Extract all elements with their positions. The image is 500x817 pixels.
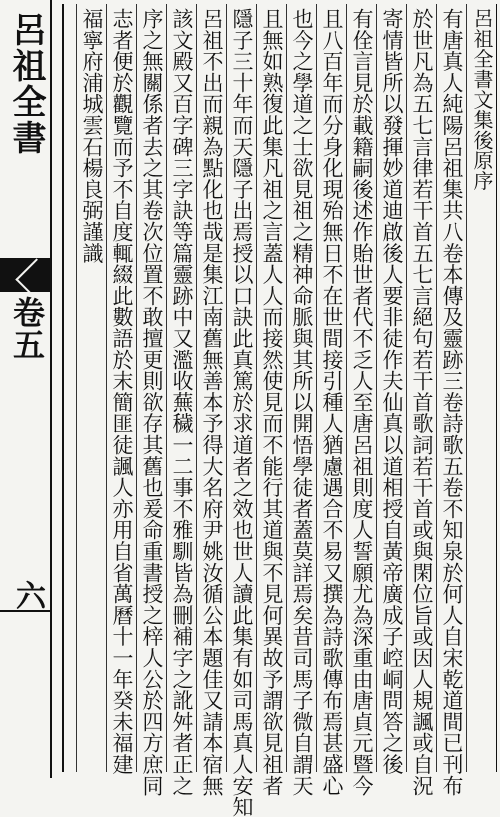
column-text: 隱子三十年而天隱子出焉授以口訣此真篤於求道者之效也世人讀此集有如司馬真人安知 xyxy=(230,8,254,817)
volume-label: 卷五 xyxy=(8,296,46,360)
column-text: 該文殿又百字碑三字訣等篇靈跡中又濫收蕪穢一二事不雅馴皆為刪補字之訛舛者正之 xyxy=(170,8,194,797)
text-column xyxy=(346,4,376,797)
page-number: 六 xyxy=(10,580,45,610)
text-column xyxy=(436,4,466,797)
text-column xyxy=(286,4,316,797)
text-block xyxy=(62,4,497,817)
text-column xyxy=(226,4,256,817)
column-text: 於世凡為五七言律若干首五七言絕句若干首歌詞若干首或與閑位旨或因人規諷或自況 xyxy=(410,8,434,797)
text-columns xyxy=(76,4,496,817)
text-column xyxy=(376,4,406,775)
column-text: 且八百年而分身化現殆無日不在世間接引種人猶慮遇合不易又撰為詩歌傳布焉甚盛心 xyxy=(320,8,344,797)
text-column xyxy=(406,4,436,797)
column-text: 志者便於觀覽而予不自度輒綴此數語於末簡匪徒諷人亦用自省萬曆十一年癸未福建 xyxy=(110,8,134,775)
text-column xyxy=(76,4,106,772)
column-text: 寄情皆所以發揮妙道迪啟後人要非徒作夫仙真以道相授自黃帝廣成子崆峒問答之後 xyxy=(380,8,404,775)
text-column xyxy=(166,4,196,797)
fishtail-mark-icon xyxy=(0,258,50,292)
text-column xyxy=(136,4,166,797)
column-text: 呂祖不出而親為點化也哉是集江南舊無善本予得大名府尹姚汝循公本題佳又請本宿無 xyxy=(200,8,224,797)
text-column xyxy=(316,4,346,797)
column-text: 且無如熟復此集凡祖之言蓋人人而接然使見而不能行其道與不見何異故予謂欲見祖者 xyxy=(260,8,284,797)
page-margin xyxy=(0,0,52,778)
preface-title: 呂祖全書文集後原序 xyxy=(470,8,494,191)
margin-divider xyxy=(0,610,50,612)
column-text: 序之無關係者去之其卷次位置不敢擅更則欲存其舊也爰命重書授之梓人公於四方庶同 xyxy=(140,8,164,797)
column-text: 也今之學道之士欲見祖之精神命脈與其所以開悟學徒者蓋莫詳焉矣昔司馬子微自謂天 xyxy=(290,8,314,797)
column-text: 有佺言見於載籍嗣後述作貽世者代不乏人至唐呂祖則度人誓願尤為深重由唐貞元暨今 xyxy=(350,8,374,797)
column-text: 有唐真人純陽呂祖集共八卷本傳及靈跡三卷詩歌五卷不知泉於何人自宋乾道間已刊布 xyxy=(440,8,464,797)
preface-title-column xyxy=(466,4,496,772)
text-column xyxy=(256,4,286,797)
text-column xyxy=(106,4,136,775)
text-column xyxy=(196,4,226,797)
column-text: 福寧府浦城雲石楊良弼謹識 xyxy=(80,8,104,264)
book-title: 呂祖全書 xyxy=(6,12,46,156)
